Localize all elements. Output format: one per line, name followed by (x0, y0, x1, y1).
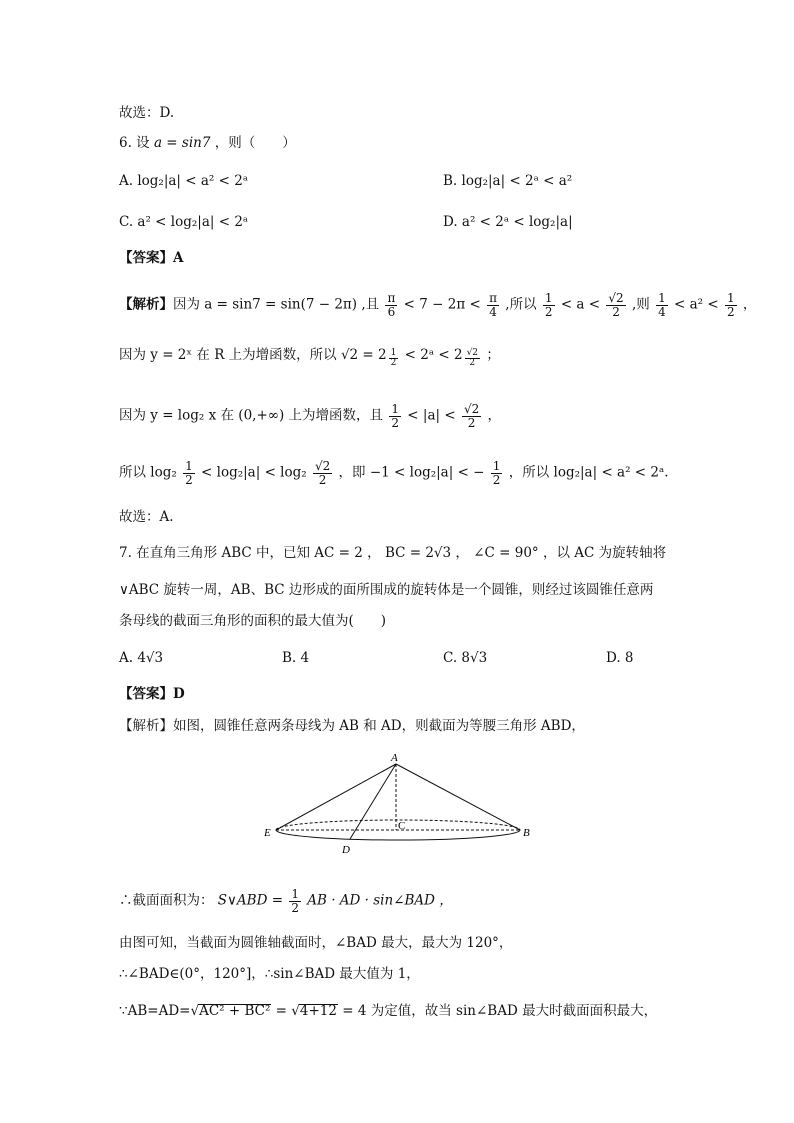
cone-figure (260, 750, 540, 860)
solution-7-line-3: 由图可知，当截面为圆锥轴截面时，∠BAD 最大，最大为 120°， (119, 935, 513, 951)
fraction-sqrt2-2: $\frac{√2}{2}$ (608, 291, 624, 319)
answer-6: 【答案】A (119, 250, 184, 266)
question-7-line-1: 7. 在直角三角形 ABC 中，已知 AC = 2 ， BC = 2√3 ， ∠C = 90° ，以 AC 为旋转轴将 (119, 545, 667, 561)
exponent-sqrt2-2: √2 2 (466, 348, 479, 369)
solution-6-line-4: 所以 log₂ $\frac{1}{2}$ < log₂|a| < log₂ $\frac{√2}{2}$ ，即 −1 < log₂|a| < − $\frac{1}{2}$ ，所以 log₂|a| < a² < 2ᵃ. (119, 459, 669, 487)
q6-option-c[interactable]: C. a² < log₂|a| < 2ᵃ (119, 214, 249, 230)
fraction-1-4: $\frac{1}{4}$ (658, 291, 666, 319)
fraction-1-2-c: $\frac{1}{2}$ (391, 402, 399, 430)
q7-option-d[interactable]: D. 8 (606, 650, 634, 666)
fraction-sqrt2-2-b: $\frac{√2}{2}$ (463, 402, 480, 430)
generator-ad (350, 764, 396, 839)
label-d: D (342, 844, 350, 856)
solution-7-line-1: 【解析】如图，圆锥任意两条母线为 AB 和 AD，则截面为等腰三角形 ABD， (119, 718, 585, 734)
exponent-1-2: 1 2 (390, 348, 397, 369)
q6-option-a[interactable]: A. log₂|a| < a² < 2ᵃ (119, 173, 249, 189)
solution-6-line-3: 因为 y = log₂ x 在 (0,+∞) 上为增函数，且 $\frac{1}{2}$ < |a| < $\frac{√2}{2}$ ， (119, 402, 502, 430)
label-a: A (391, 752, 398, 764)
solution-7-line-4: ∴∠BAD∈(0°，120°]，∴sin∠BAD 最大值为 1， (119, 966, 420, 982)
fraction-1-2-area: $\frac{1}{2}$ (291, 887, 299, 915)
solution-6-line-1: 【解析】因为 a = sin7 = sin(7 − 2π) ,且 $\frac{\pi}{6}$ < 7 − 2π < $\frac{\pi}{4}$ ,所以 $\frac{1}{2}$ < a < $\frac{√2}{2}$ ,则 $\frac{1}{4}$ < a² < $\frac{1}{2}$ ， (119, 291, 757, 319)
fraction-sqrt2-2-c: $\frac{√2}{2}$ (314, 459, 331, 487)
solution-7-area: ∴截面面积为： S∨ABD = $\frac{1}{2}$ AB · AD · sin∠BAD ， (119, 887, 453, 915)
choose-d-line: 故选：D. (119, 105, 175, 121)
fraction-1-2-e: $\frac{1}{2}$ (492, 459, 501, 487)
generator-ae (276, 764, 396, 830)
q7-option-a[interactable]: A. 4√3 (119, 650, 164, 666)
solution-7-last: ∵AB=AD=√AC² + BC² = √4+12 = 4 为定值，故当 sin∠BAD 最大时截面面积最大， (119, 1003, 658, 1019)
fraction-1-2: $\frac{1}{2}$ (544, 291, 553, 319)
question-7-line-2: ∨ABC 旋转一周，AB、BC 边形成的面所围成的旋转体是一个圆锥，则经过该圆锥任意两 (119, 582, 654, 598)
label-b: B (523, 827, 530, 839)
fraction-1-2-d: $\frac{1}{2}$ (185, 459, 193, 487)
label-c: C (398, 820, 406, 832)
question-7-line-3: 条母线的截面三角形的面积的最大值为( ) (119, 613, 387, 629)
q6-option-d[interactable]: D. a² < 2ᵃ < log₂|a| (443, 214, 573, 230)
q7-option-b[interactable]: B. 4 (282, 650, 310, 666)
fraction-pi-6: $\frac{\pi}{6}$ (387, 291, 396, 319)
solution-6-line-2: 因为 y = 2ˣ 在 R 上为增函数，所以 √2 = 2 $^{\frac{1}{2}}$ < 2ᵃ < 2 $^{\frac{√2}{2}}$ ； (119, 347, 500, 369)
answer-7: 【答案】D (119, 686, 185, 702)
fraction-1-2-b: $\frac{1}{2}$ (726, 291, 735, 319)
q7-option-c[interactable]: C. 8√3 (443, 650, 488, 666)
label-e: E (264, 827, 271, 839)
choose-a-line: 故选：A. (119, 509, 174, 525)
q6-option-b[interactable]: B. log₂|a| < 2ᵃ < a² (443, 173, 573, 189)
fraction-pi-4: $\frac{\pi}{4}$ (489, 291, 497, 319)
question-6: 6. 设 a = sin7 ，则（ ） (119, 135, 296, 151)
